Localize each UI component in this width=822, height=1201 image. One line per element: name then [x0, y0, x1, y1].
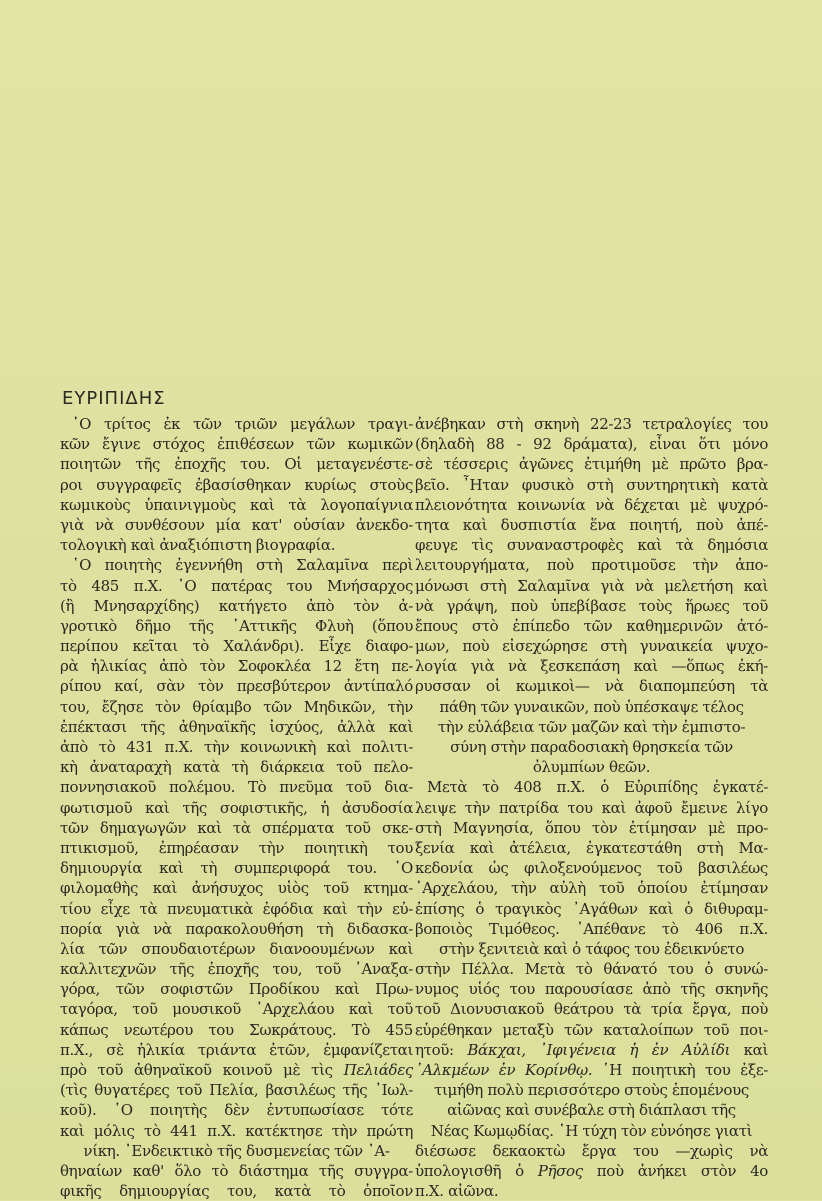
italic-title: Πελιάδες	[343, 1061, 413, 1079]
text-line-content: σὲ τέσσερις ἀγῶνες ἐτιμήθη μὲ πρῶτο βρα-	[415, 455, 768, 474]
text-line	[60, 535, 413, 555]
text-line	[60, 717, 413, 737]
text-line	[415, 1121, 768, 1141]
text-line-content: βεῖο. ῏Ηταν φυσικὸ στὴ συντηρητικὴ κατὰ	[415, 475, 768, 494]
text-line-content: ρίπου καί, σὰν τὸν πρεσβύτερον ἀντίπαλό	[60, 677, 413, 696]
text-line-content: κεδονία ὡς φιλοξενούμενος τοῦ βασιλέως	[415, 859, 768, 878]
text-line	[60, 838, 413, 858]
text-line	[60, 515, 413, 535]
text-line	[60, 676, 413, 696]
text-line	[415, 798, 768, 818]
text-line	[415, 454, 768, 474]
text-line-content: ρυσσαν οἱ κωμικοὶ— νὰ διαπομπεύση τὰ	[415, 677, 768, 696]
text-line	[415, 878, 768, 898]
text-line-content: π.Χ., σὲ ἡλικία τριάντα ἐτῶν, ἐμφανίζεται	[60, 1040, 413, 1059]
text-line	[415, 596, 768, 616]
text-line	[415, 1060, 768, 1080]
text-line-content: τιμήθη πολὺ περισσότερο στοὺς ἑπομένους	[434, 1081, 749, 1100]
text-line	[60, 1040, 413, 1060]
text-line	[60, 757, 413, 777]
text-line-content: ἐπίσης ὁ τραγικὸς ᾿Αγάθων καὶ ὁ διθυραμ-	[415, 899, 768, 918]
text-line-content: γόρα, τῶν σοφιστῶν Προδίκου καὶ Πρω-	[60, 980, 413, 999]
text-line-content: φευγε τὶς συναναστροφὲς καὶ τὰ δημόσια	[415, 536, 768, 555]
text-line	[415, 838, 768, 858]
text-line	[415, 939, 768, 959]
text-line	[415, 818, 768, 838]
text-line-content: καὶ μόλις τὸ 441 π.Χ. κατέκτησε τὴν πρώτη	[60, 1121, 413, 1140]
text-line	[60, 899, 413, 919]
text-line-content: φικῆς δημιουργίας του, κατὰ τὸ ὁποῖον	[60, 1182, 413, 1201]
text-line-content: ποννησιακοῦ πολέμου. Τὸ πνεῦμα τοῦ δια-	[60, 778, 413, 797]
text-line-tail: καὶ	[730, 1040, 768, 1059]
text-line-content: ᾿Αρχελάου, τὴν αὐλὴ τοῦ ὁποίου ἐτίμησαν	[415, 879, 768, 898]
text-line	[415, 999, 768, 1019]
text-line-content: νυμος υἱός του παρουσίασε ἀπὸ τῆς σκηνῆς	[415, 980, 768, 999]
text-line-content: εὑρέθηκαν μεταξὺ τῶν καταλοίπων τοῦ ποι-	[415, 1020, 768, 1039]
text-line	[60, 495, 413, 515]
text-line	[60, 616, 413, 636]
text-line-content: τῶν δημαγωγῶν καὶ τὰ σπέρματα τοῦ σκε-	[60, 818, 413, 837]
text-line	[60, 939, 413, 959]
text-line-content: αἰῶνας καὶ συνέβαλε στὴ διάπλασι τῆς	[447, 1101, 736, 1120]
text-line-content: λογία γιὰ νὰ ξεσκεπάση καὶ —ὅπως ἐκή-	[415, 657, 768, 676]
text-line	[60, 576, 413, 596]
text-line-content: τητα καὶ δυσπιστία ἕνα ποιητή, ποὺ ἀπέ-	[415, 515, 768, 534]
text-line-content: κωμικοὺς ὑπαινιγμοὺς καὶ τὰ λογοπαίγνια	[60, 495, 413, 514]
italic-title: Ρῆσος	[537, 1161, 583, 1180]
text-line-content: ητοῦ:	[415, 1040, 468, 1059]
text-line	[60, 636, 413, 656]
text-line	[60, 697, 413, 717]
text-line-content: ῾Ο τρίτος ἐκ τῶν τριῶν μεγάλων τραγι-	[72, 415, 413, 433]
text-line-content: (ἢ Μνησαρχίδης) κατήγετο ἀπὸ τὸν ἀ-	[60, 596, 413, 615]
text-line	[415, 414, 768, 434]
section-heading: ΕΥΡΙΠΙΔΗΣ	[62, 388, 166, 409]
text-line	[60, 475, 413, 495]
text-line-content: μόνωσι στὴ Σαλαμῖνα γιὰ νὰ μελετήση καὶ	[415, 576, 768, 595]
text-line	[415, 1181, 768, 1201]
text-line-content: ἐπέκτασι τῆς ἀθηναϊκῆς ἰσχύος, ἀλλὰ καὶ	[60, 717, 413, 736]
text-line	[415, 1100, 768, 1120]
text-line	[60, 959, 413, 979]
text-line	[60, 1020, 413, 1040]
text-line-content: ὑπολογισθῆ ὁ	[415, 1161, 538, 1180]
text-line	[415, 1161, 768, 1181]
text-line-content: περίπου κεῖται τὸ Χαλάνδρι). Εἶχε διαφο-	[60, 637, 413, 656]
text-line	[415, 495, 768, 515]
text-line	[415, 434, 768, 454]
italic-title: Βάκχαι, ᾿Ιφιγένεια ἡ ἐν Αὐλίδι	[467, 1040, 731, 1059]
text-line-tail: ποὺ ἀνήκει στὸν 4ο	[582, 1161, 768, 1180]
text-line	[415, 737, 768, 757]
text-line-content: του, ἔζησε τὸν θρίαμβο τῶν Μηδικῶν, τὴν	[60, 697, 413, 716]
text-line-content: πλειονότητα κοινωνία νὰ δέχεται μὲ ψυχρό-	[415, 495, 768, 514]
text-line-content: τοῦ Διονυσιακοῦ θεάτρου τὰ τρία ἔργα, ποὺ	[415, 1000, 768, 1019]
text-line	[415, 656, 768, 676]
text-line	[60, 454, 413, 474]
text-line	[415, 1040, 768, 1060]
text-line-content: φωτισμοῦ καὶ τῆς σοφιστικῆς, ἡ ἀσυδοσία	[60, 798, 413, 817]
text-line	[415, 555, 768, 575]
text-line-content: ρὰ ἡλικίας ἀπὸ τὸν Σοφοκλέα 12 ἔτη πε-	[60, 657, 413, 676]
italic-title: ᾿Αλκμέων ἐν Κορίνθῳ.	[415, 1061, 593, 1079]
text-line-content: ταγόρα, τοῦ μουσικοῦ ᾿Αρχελάου καὶ τοῦ	[60, 1000, 413, 1019]
text-line-content: δημιουργία καὶ τὴ συμπεριφορά του. ῾Ο	[60, 859, 413, 878]
text-line-content: τολογικὴ καὶ ἀναξιόπιστη βιογραφία.	[60, 536, 336, 555]
text-line	[415, 475, 768, 495]
text-line-content: πτικισμοῦ, ἐπηρέασαν τὴν ποιητικὴ του	[60, 838, 413, 857]
text-line-content: νίκη. ᾿Ενδεικτικὸ τῆς δυσμενείας τῶν ᾿Α-	[83, 1141, 390, 1160]
text-line-content: (τὶς θυγατέρες τοῦ Πελία, βασιλέως τῆς ᾿Ιωλ-	[60, 1081, 413, 1100]
text-line-content: κῶν ἔγινε στόχος ἐπιθέσεων τῶν κωμικῶν	[60, 435, 413, 454]
text-line	[60, 818, 413, 838]
text-line-content: γιὰ νὰ συνθέσουν μία κατ' οὐσίαν ἀνεκδο-	[60, 515, 413, 534]
text-line	[415, 858, 768, 878]
text-line	[415, 959, 768, 979]
text-line-content: ἔπους στὸ ἐπίπεδο τῶν καθημερινῶν ἀτό-	[415, 616, 768, 635]
text-line	[60, 858, 413, 878]
text-line-content: λειψε τὴν πατρίδα του καὶ ἀφοῦ ἔμεινε λίγο	[415, 798, 768, 817]
text-line	[60, 777, 413, 797]
text-line-content: ποιητῶν τῆς ἐποχῆς του. Οἱ μεταγενέστε-	[60, 455, 413, 474]
text-line-content: ἀπὸ τὸ 431 π.Χ. τὴν κοινωνικὴ καὶ πολιτι-	[60, 738, 413, 756]
text-line-tail: ῾Η ποιητικὴ του ἐξε-	[592, 1061, 768, 1079]
text-line	[60, 1121, 413, 1141]
text-line	[60, 878, 413, 898]
text-line-content: ἀνέβηκαν στὴ σκηνὴ 22-23 τετραλογίες του	[415, 415, 768, 433]
text-line	[60, 434, 413, 454]
text-line	[60, 1100, 413, 1120]
text-line-content: μων, ποὺ εἰσεχώρησε στὴ γυναικεία ψυχο-	[415, 637, 768, 656]
text-column-right	[415, 414, 768, 1201]
text-line	[60, 414, 413, 434]
text-column-left	[60, 414, 413, 1201]
text-line-content: διέσωσε δεκαοκτὼ ἔργα του —χωρὶς νὰ	[415, 1141, 768, 1160]
text-line	[415, 515, 768, 535]
text-line	[60, 999, 413, 1019]
text-line	[60, 1161, 413, 1181]
text-line-content: π.Χ. αἰῶνα.	[415, 1182, 499, 1201]
text-line-content: πάθη τῶν γυναικῶν, ποὺ ὑπέσκαψε τέλος	[439, 697, 744, 716]
text-line-content: Μετὰ τὸ 408 π.Χ. ὁ Εὐριπίδης ἐγκατέ-	[427, 778, 768, 797]
text-line-content: τὸ 485 π.Χ. ῾Ο πατέρας του Μνήσαρχος	[60, 576, 413, 595]
text-line	[415, 697, 768, 717]
text-line	[415, 616, 768, 636]
text-line-content: βοποιὸς Τιμόθεος. ᾿Απέθανε τὸ 406 π.Χ.	[415, 919, 768, 938]
text-line-content: κάπως νεωτέρου του Σωκράτους. Τὸ 455	[60, 1020, 413, 1039]
text-line-content: φιλομαθὴς καὶ ἀνήσυχος υἱὸς τοῦ κτημα-	[60, 879, 413, 898]
text-line-content: κοῦ). ῾Ο ποιητὴς δὲν ἐντυπωσίασε τότε	[60, 1101, 413, 1120]
text-line-content: πρὸ τοῦ ἀθηναϊκοῦ κοινοῦ μὲ τὶς	[60, 1061, 344, 1079]
text-line	[60, 1080, 413, 1100]
text-line-content: τὴν εὐλάβεια τῶν μαζῶν καὶ τὴν ἐμπιστο-	[437, 717, 746, 736]
text-line	[415, 919, 768, 939]
text-line	[60, 1181, 413, 1201]
text-line-content: (δηλαδὴ 88 - 92 δράματα), εἶναι ὅτι μόνο	[415, 435, 768, 454]
text-line	[60, 979, 413, 999]
text-line	[60, 1141, 413, 1161]
text-line	[415, 777, 768, 797]
text-line-content: νὰ γράψη, ποὺ ὑπεβίβασε τοὺς ἥρωες τοῦ	[415, 596, 768, 615]
text-line-content: ροι συγγραφεῖς ἐβασίσθηκαν κυρίως στοὺς	[60, 475, 413, 494]
text-line	[415, 899, 768, 919]
text-line-content: καλλιτεχνῶν τῆς ἐποχῆς του, τοῦ ᾿Αναξα-	[60, 960, 413, 979]
text-line	[60, 656, 413, 676]
text-line	[415, 535, 768, 555]
text-line-content: ῾Ο ποιητὴς ἐγεννήθη στὴ Σαλαμῖνα περὶ	[72, 556, 413, 575]
text-line-content: στὴν Πέλλα. Μετὰ τὸ θάνατό του ὁ συνώ-	[415, 960, 768, 979]
text-line	[60, 596, 413, 616]
text-line	[415, 1141, 768, 1161]
text-line-content: λειτουργήματα, ποὺ προτιμοῦσε τὴν ἀπο-	[415, 556, 768, 575]
text-line-content: γροτικὸ δῆμο τῆς ᾿Αττικῆς Φλυὴ (ὅπου	[60, 616, 413, 635]
text-line	[415, 717, 768, 737]
text-line	[415, 1080, 768, 1100]
text-line	[415, 979, 768, 999]
text-line-content: στὴν ξενιτειὰ καὶ ὁ τάφος του ἐδεικνύετο	[438, 939, 745, 958]
text-line	[415, 757, 768, 777]
text-line	[60, 555, 413, 575]
text-line-content: σύνη στὴν παραδοσιακὴ θρησκεία τῶν	[450, 738, 733, 756]
text-line	[415, 1020, 768, 1040]
text-line	[415, 576, 768, 596]
text-line-content: λία τῶν σπουδαιοτέρων διανοουμένων καὶ	[60, 939, 413, 958]
text-line	[415, 636, 768, 656]
text-line	[415, 676, 768, 696]
text-line	[60, 737, 413, 757]
text-line	[60, 919, 413, 939]
text-line-content: Νέας Κωμῳδίας. ῾Η τύχη τὸν εὐνόησε γιατὶ	[430, 1121, 753, 1140]
text-line-content: θηναίων καθ' ὅλο τὸ διάστημα τῆς συγγρα-	[60, 1161, 413, 1180]
text-line-content: κὴ ἀναταραχὴ κατὰ τὴ διάρκεια τοῦ πελο-	[60, 758, 413, 777]
text-line-content: πορία γιὰ νὰ παρακολουθήση τὴ διδασκα-	[60, 919, 413, 938]
text-line-content: στὴ Μαγνησία, ὅπου τὸν ἐτίμησαν μὲ προ-	[415, 818, 768, 837]
text-line-content: ὀλυμπίων θεῶν.	[532, 758, 651, 777]
text-line	[60, 1060, 413, 1080]
text-line-content: τίου εἶχε τὰ πνευματικὰ ἐφόδια καὶ τὴν εὐ-	[60, 899, 413, 918]
text-line-content: ξενία καὶ ἀτέλεια, ἐγκατεστάθη στὴ Μα-	[415, 838, 768, 857]
text-line	[60, 798, 413, 818]
